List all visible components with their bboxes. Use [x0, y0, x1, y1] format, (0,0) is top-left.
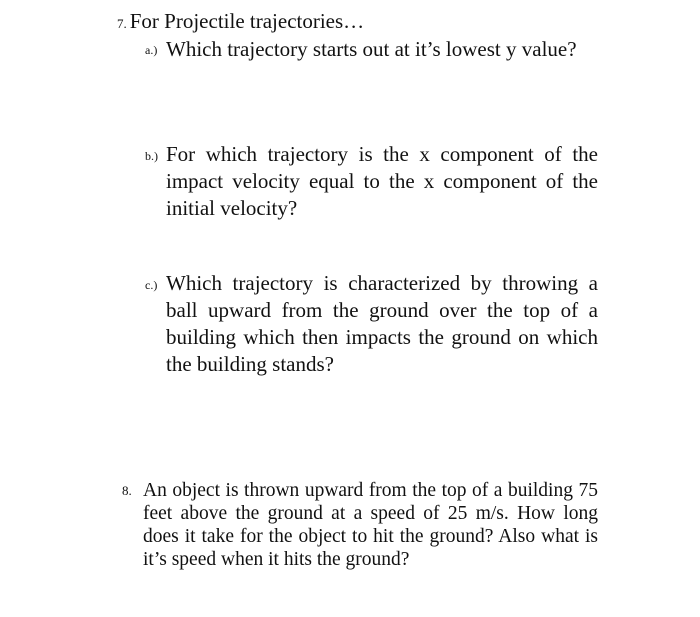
- question-7-title: For Projectile trajectories…: [129, 9, 365, 33]
- question-7-heading: [117, 8, 364, 37]
- question-7-number: 7.: [117, 16, 127, 31]
- part-c-text: Which trajectory is characterized by throwing a ball upward from the ground over the top of a building which then impacts the ground on which the building stands?: [166, 271, 598, 376]
- question-8-text: An object is thrown upward from the top of a building 75 feet above the ground at a speed of 25 m/s. How long does it take for the object to hit the ground? Also what is it’s speed when it hits the ground?: [143, 480, 598, 570]
- part-a-text: Which trajectory starts out at it’s lowest y value?: [166, 37, 577, 61]
- part-a-label: a.): [145, 43, 158, 57]
- part-b-text: For which trajectory is the x component of the impact velocity equal to the x component of the initial velocity?: [166, 142, 598, 220]
- part-c-label: c.): [145, 278, 158, 292]
- question-8-number: 8.: [122, 483, 132, 498]
- part-b-label: b.): [145, 149, 158, 163]
